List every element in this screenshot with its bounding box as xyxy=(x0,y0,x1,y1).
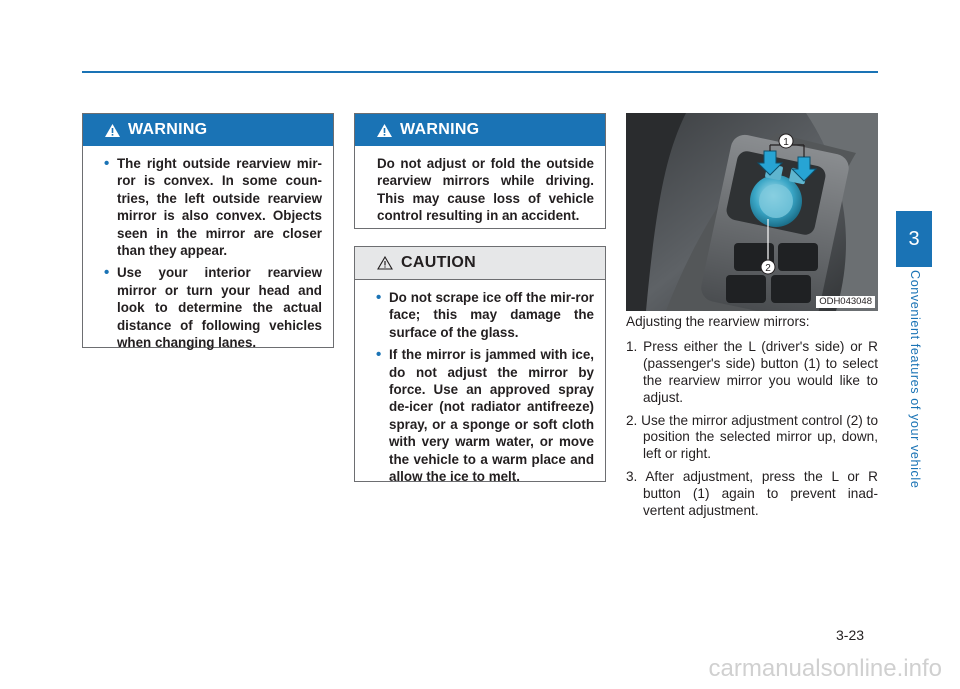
caution-body xyxy=(355,280,605,485)
watermark: carmanualsonline.info xyxy=(708,655,942,682)
instructions-intro: Adjusting the rearview mirrors: xyxy=(626,314,810,329)
warning-bullet: • The right outside rearview mir-ror is convex. In some coun-tries, the left outside rearview mirror is also convex. Objects seen in the mirror are closer than they appear. xyxy=(105,155,322,259)
warning-header xyxy=(83,114,333,146)
mirror-control-photo xyxy=(626,113,878,311)
warning-bullet: • Use your interior rearview mirror or turn your head and look to determine the actual distance of following vehicles when changing lanes. xyxy=(105,264,322,351)
warning-body xyxy=(83,146,333,351)
caution-heading: CAUTION xyxy=(401,254,476,271)
warning-triangle-icon xyxy=(377,124,392,137)
instruction-step: 3. After adjustment, press the L or R button (1) again to prevent inad-vertent adjustment. xyxy=(626,469,878,519)
chapter-tab: 3 xyxy=(896,211,932,267)
caution-box-ice xyxy=(354,246,606,485)
caution-header xyxy=(355,247,605,280)
warning-box-driving xyxy=(354,113,606,229)
warning-heading: WARNING xyxy=(128,121,208,138)
top-rule xyxy=(82,71,878,73)
callout-2-label: 2 xyxy=(765,263,771,274)
instruction-step: 1. Press either the L (driver's side) or R (passenger's side) button (1) to select the rearview mirror you would like to adjust. xyxy=(626,338,878,405)
caution-triangle-icon xyxy=(377,256,393,270)
mirror-control-illustration xyxy=(626,113,878,311)
warning-text: Do not adjust or fold the outside rearview mirrors while driving. This may cause loss of vehicle control resulting in an accident. xyxy=(377,156,594,224)
instructions xyxy=(626,314,878,526)
instruction-step: 2. Use the mirror adjustment control (2) to position the selected mirror up, down, left or right. xyxy=(626,412,878,462)
callout-1-label: 1 xyxy=(783,137,789,148)
caution-bullet: • Do not scrape ice off the mir-ror face; this may damage the surface of the glass. xyxy=(377,289,594,341)
warning-heading: WARNING xyxy=(400,121,480,138)
warning-triangle-icon xyxy=(105,124,120,137)
warning-header xyxy=(355,114,605,146)
figure-code: ODH043048 xyxy=(816,296,875,308)
warning-box-convex-mirror xyxy=(82,113,334,351)
caution-bullet: • If the mirror is jammed with ice, do not adjust the mirror by force. Use an approved spray de-icer (not radiator antifreeze) spray, or a sponge or soft cloth with very warm water, or move the vehicle to a warm place and allow the ice to melt. xyxy=(377,346,594,485)
page-number: 3-23 xyxy=(836,627,865,643)
warning-body xyxy=(355,146,605,225)
chapter-title: Convenient features of your vehicle xyxy=(908,270,922,489)
